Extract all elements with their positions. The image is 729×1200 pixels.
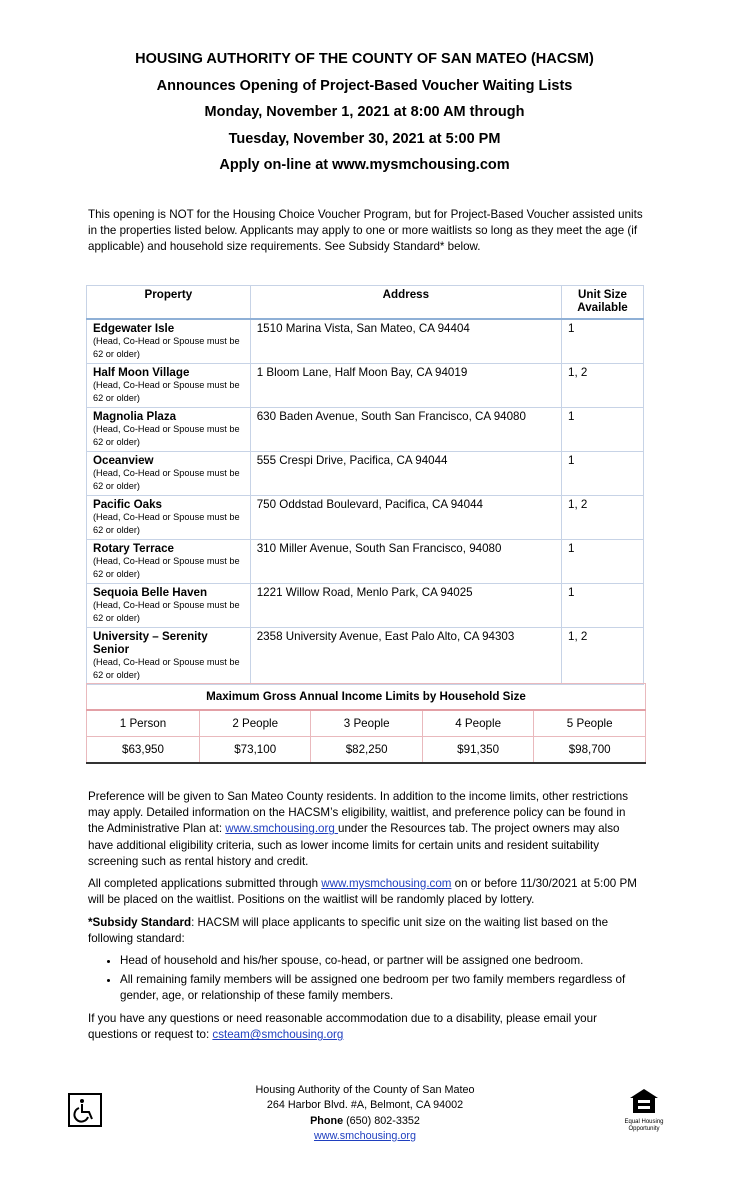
email-link[interactable]: csteam@smchousing.org [212,1028,344,1042]
property-name: Oceanview [93,454,154,467]
table-row [87,452,644,496]
wheelchair-accessible-icon [68,1093,102,1127]
address-cell: 750 Oddstad Boulevard, Pacifica, CA 94044 [250,496,561,540]
table-row [87,540,644,584]
completed-paragraph [88,876,644,908]
subsidy-text: : HACSM will place applicants to specific unit size on the waiting list based on the following standard: [88,916,609,946]
household-size-2: 2 People [199,710,310,737]
properties-table [86,285,644,685]
property-name: Pacific Oaks [93,498,162,511]
property-name: Magnolia Plaza [93,410,177,423]
household-size-5: 5 People [534,710,646,737]
mysmchousing-link[interactable]: www.mysmchousing.com [321,877,452,890]
subsidy-bullet: • All remaining family members will be assigned one bedroom per two family members regardless of gender, age, or relationship of these family members. [120,972,644,1004]
income-limit-5: $98,700 [534,737,646,764]
footer-org: Housing Authority of the County of San Mateo [255,1084,475,1096]
property-cell [87,628,251,685]
property-cell [87,364,251,408]
footer-address: 264 Harbor Blvd. #A, Belmont, CA 94002 [266,1099,464,1112]
property-name: Half Moon Village [93,366,190,379]
property-name: Edgewater Isle [93,322,175,335]
contact-text: If you have any questions or need reasonable accommodation due to a disability, please email your questions or request to: [88,1012,597,1042]
income-table-title: Maximum Gross Annual Income Limits by Household Size [87,684,646,711]
header-property: Property [87,286,251,320]
income-limit-4: $91,350 [422,737,533,764]
footer-contact [200,1083,530,1144]
title-line-3: Monday, November 1, 2021 at 8:00 AM through [204,104,525,120]
property-name: Sequoia Belle Haven [93,586,208,599]
phone-label: Phone [310,1114,344,1127]
age-requirement-note: (Head, Co-Head or Spouse must be 62 or older) [93,380,240,403]
unit-size-cell: 1, 2 [562,364,644,408]
property-name: Rotary Terrace [93,542,174,555]
table-row [87,496,644,540]
table-row [87,584,644,628]
contact-paragraph [88,1011,644,1043]
income-limit-2: $73,100 [199,737,310,764]
completed-text-end: on or before 11/30/2021 at 5:00 PM will be placed on the waitlist. Positions on the waitlist will be randomly placed by lottery. [88,877,637,907]
unit-size-cell: 1 [562,408,644,452]
phone-number: (650) 802-3352 [343,1114,420,1127]
property-cell [87,584,251,628]
income-limits-table [86,683,646,764]
age-requirement-note: (Head, Co-Head or Spouse must be 62 or older) [93,600,240,623]
age-requirement-note: (Head, Co-Head or Spouse must be 62 or older) [93,468,240,491]
title-line-2: Announces Opening of Project-Based Voucher Waiting Lists [156,78,573,94]
age-requirement-note: (Head, Co-Head or Spouse must be 62 or older) [93,336,240,359]
subsidy-bullets [88,953,644,1004]
income-limit-1: $63,950 [87,737,200,764]
table-row [87,364,644,408]
address-cell: 310 Miller Avenue, South San Francisco, 94080 [250,540,561,584]
unit-size-cell: 1, 2 [562,628,644,685]
property-cell [87,319,251,364]
intro-paragraph: This opening is NOT for the Housing Choice Voucher Program, but for Project-Based Voucher assisted units in the properties listed below. Applicants may apply to one or more waitlists so long as they meet the age (if applicable) and household size requirements. See Subsidy Standard* below. [88,208,643,254]
address-cell: 1510 Marina Vista, San Mateo, CA 94404 [250,319,561,364]
income-limit-3: $82,250 [311,737,422,764]
age-requirement-note: (Head, Co-Head or Spouse must be 62 or older) [93,424,240,447]
property-cell [87,540,251,584]
preference-paragraph [88,789,644,870]
title-line-4: Tuesday, November 30, 2021 at 5:00 PM [228,131,501,147]
age-requirement-note: (Head, Co-Head or Spouse must be 62 or older) [93,512,240,535]
completed-text: All completed applications submitted through [88,877,322,890]
unit-size-cell: 1 [562,452,644,496]
subsidy-label: *Subsidy Standard [88,916,192,929]
property-cell [87,452,251,496]
household-size-4: 4 People [422,710,533,737]
table-row [87,408,644,452]
table-row [87,319,644,364]
title-line-5: Apply on-line at www.mysmchousing.com [219,157,510,173]
unit-size-cell: 1 [562,584,644,628]
subsidy-paragraph [88,915,644,1006]
footer-website-link[interactable]: www.smchousing.org [313,1129,416,1142]
unit-size-cell: 1 [562,319,644,364]
household-size-1: 1 Person [87,710,200,737]
address-cell: 1221 Willow Road, Menlo Park, CA 94025 [250,584,561,628]
preference-text-end: under the Resources tab. The project owners may also have additional eligibility criteria, such as lower income limits for certain units and resident suitability screening such as rental history and credit. [88,822,620,868]
age-requirement-note: (Head, Co-Head or Spouse must be 62 or older) [93,657,240,680]
property-cell [87,408,251,452]
household-size-3: 3 People [311,710,422,737]
header-address: Address [250,286,561,320]
title-line-1: HOUSING AUTHORITY OF THE COUNTY OF SAN MATEO (HACSM) [135,51,594,67]
header-unit-size: Unit Size Available [562,286,644,320]
address-cell: 630 Baden Avenue, South San Francisco, CA 94080 [250,408,561,452]
unit-size-cell: 1, 2 [562,496,644,540]
property-cell [87,496,251,540]
smchousing-link[interactable]: www.smchousing.org [225,822,339,836]
address-cell: 555 Crespi Drive, Pacifica, CA 94044 [250,452,561,496]
subsidy-bullet: • Head of household and his/her spouse, co-head, or partner will be assigned one bedroom. [120,953,644,969]
eho-text: Equal Housing Opportunity [624,1119,664,1132]
address-cell: 1 Bloom Lane, Half Moon Bay, CA 94019 [250,364,561,408]
age-requirement-note: (Head, Co-Head or Spouse must be 62 or older) [93,556,240,579]
property-name: University – Serenity Senior [93,630,208,656]
table-row [87,628,644,685]
preference-text: Preference will be given to San Mateo County residents. In addition to the income limits, other restrictions may apply. Detailed information on the HACSM’s eligibility, waitlist, and preference policy can be found in the Administrative Plan at: [88,790,629,836]
address-cell: 2358 University Avenue, East Palo Alto, CA 94303 [250,628,561,685]
unit-size-cell: 1 [562,540,644,584]
footer-phone [200,1114,530,1129]
equal-housing-opportunity-icon [624,1088,664,1133]
